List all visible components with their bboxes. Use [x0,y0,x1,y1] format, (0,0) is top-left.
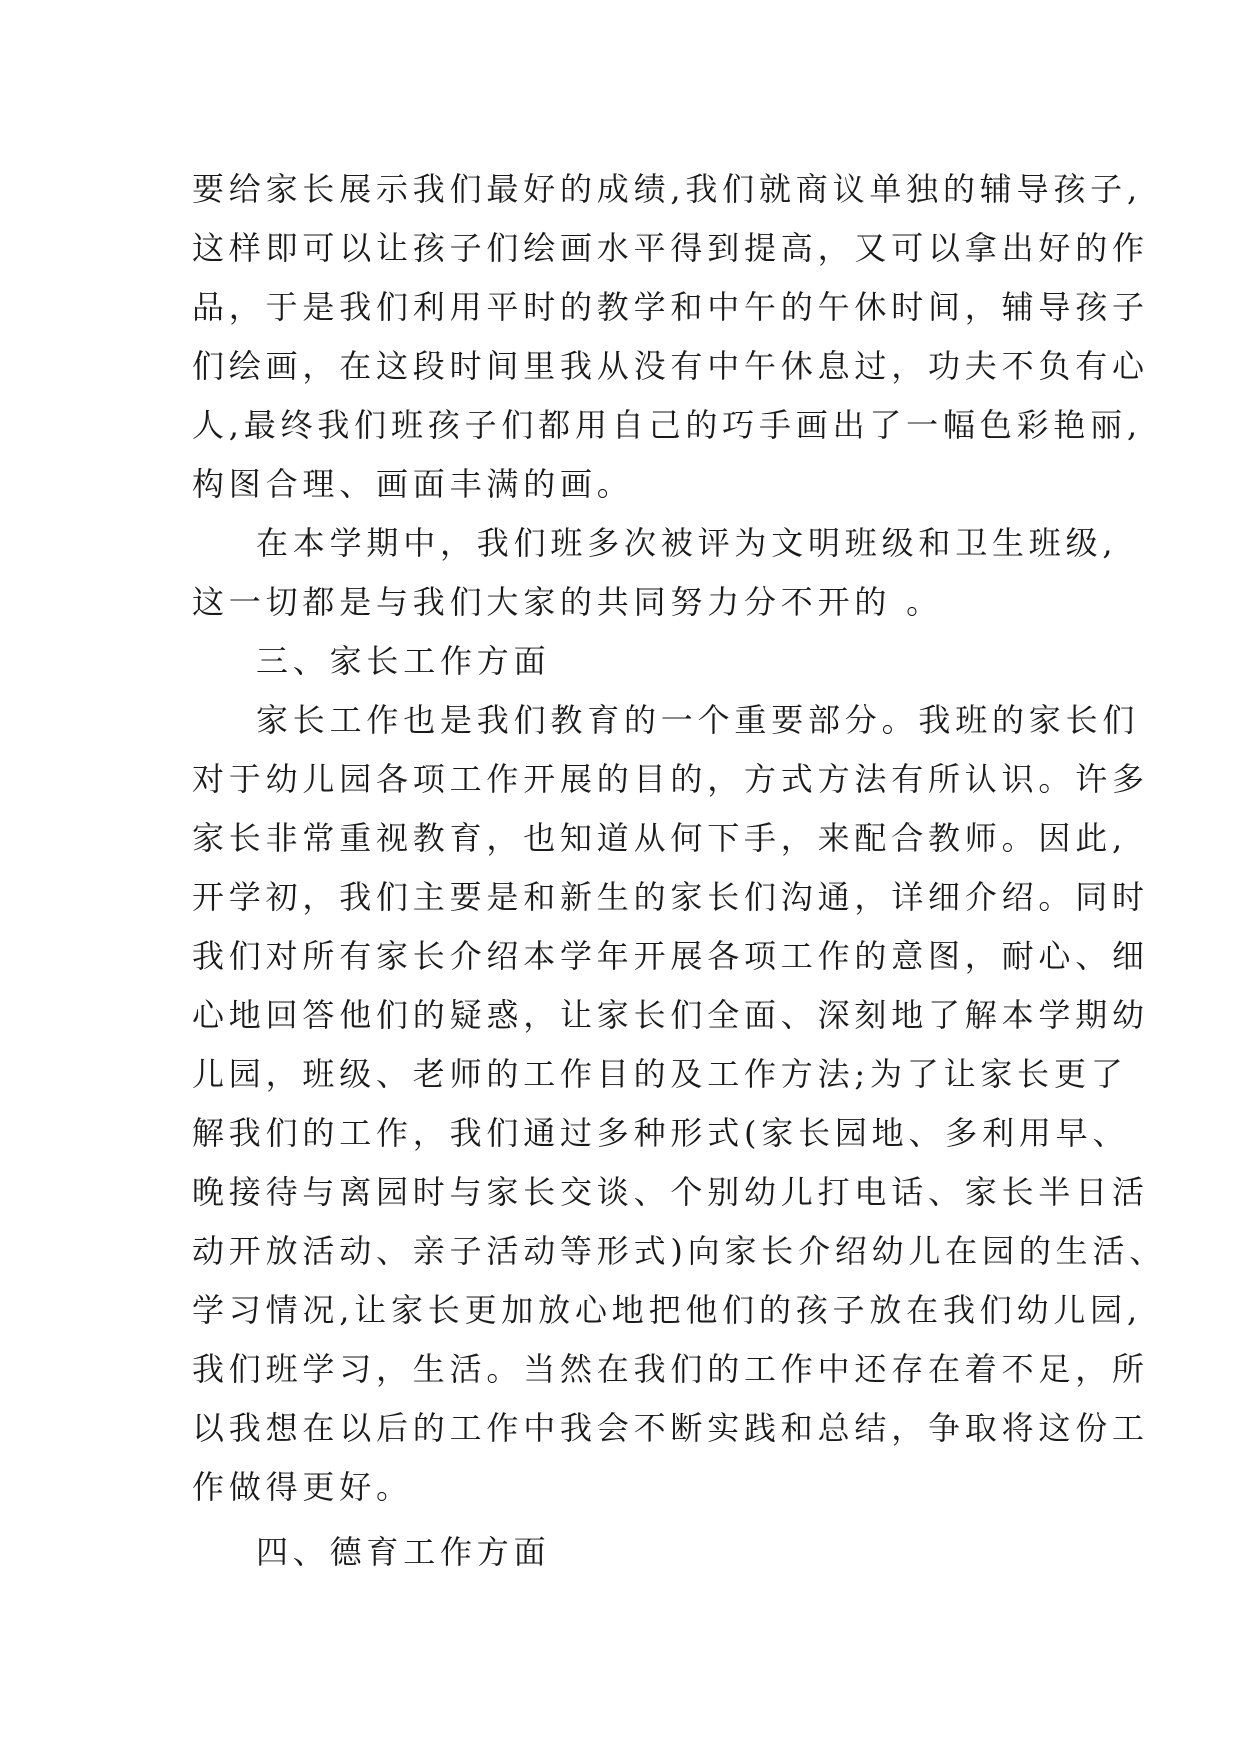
text-line: 以我想在以后的工作中我会不断实践和总结，争取将这份工 [192,1409,1149,1447]
text-line: 们绘画，在这段时间里我从没有中午休息过，功夫不负有心 [192,347,1149,385]
text-line: 这一切都是与我们大家的共同努力分不开的 。 [192,583,943,621]
text-line: 开学初，我们主要是和新生的家长们沟通，详细介绍。同时 [192,878,1149,916]
body-text [192,160,1167,1582]
text-line: 学习情况,让家长更加放心地把他们的孩子放在我们幼儿园, [192,1291,1142,1329]
text-line: 解我们的工作，我们通过多种形式(家长园地、多利用早、 [192,1114,1130,1152]
text-line: 构图合理、画面丰满的画。 [192,465,634,503]
text-line: 心地回答他们的疑惑，让家长们全面、深刻地了解本学期幼 [192,996,1149,1034]
text-line: 我们班学习，生活。当然在我们的工作中还存在着不足，所 [192,1350,1149,1388]
text-line: 儿园，班级、老师的工作目的及工作方法;为了让家长更了 [192,1055,1128,1093]
text-line: 品，于是我们利用平时的教学和中午的午休时间，辅导孩子 [192,288,1149,326]
text-line: 人,最终我们班孩子们都用自己的巧手画出了一幅色彩艳丽, [192,406,1142,444]
paragraph-start: 在本学期中，我们班多次被评为文明班级和卫生班级, [256,524,1118,562]
text-line: 对于幼儿园各项工作开展的目的，方式方法有所认识。许多 [192,760,1149,798]
text-line: 动开放活动、亲子活动等形式)向家长介绍幼儿在园的生活、 [192,1232,1167,1270]
text-line: 作做得更好。 [192,1468,413,1506]
text-line: 要给家长展示我们最好的成绩,我们就商议单独的辅导孩子, [192,170,1142,208]
text-line: 家长非常重视教育，也知道从何下手，来配合教师。因此, [192,819,1127,857]
text-line: 我们对所有家长介绍本学年开展各项工作的意图，耐心、细 [192,937,1149,975]
section-heading: 三、家长工作方面 [256,642,551,680]
paragraph-start: 家长工作也是我们教育的一个重要部分。我班的家长们 [256,701,1140,739]
section-heading: 四、德育工作方面 [256,1533,551,1571]
text-line: 晚接待与离园时与家长交谈、个别幼儿打电话、家长半日活 [192,1173,1149,1211]
text-line: 这样即可以让孩子们绘画水平得到提高，又可以拿出好的作 [192,229,1149,267]
